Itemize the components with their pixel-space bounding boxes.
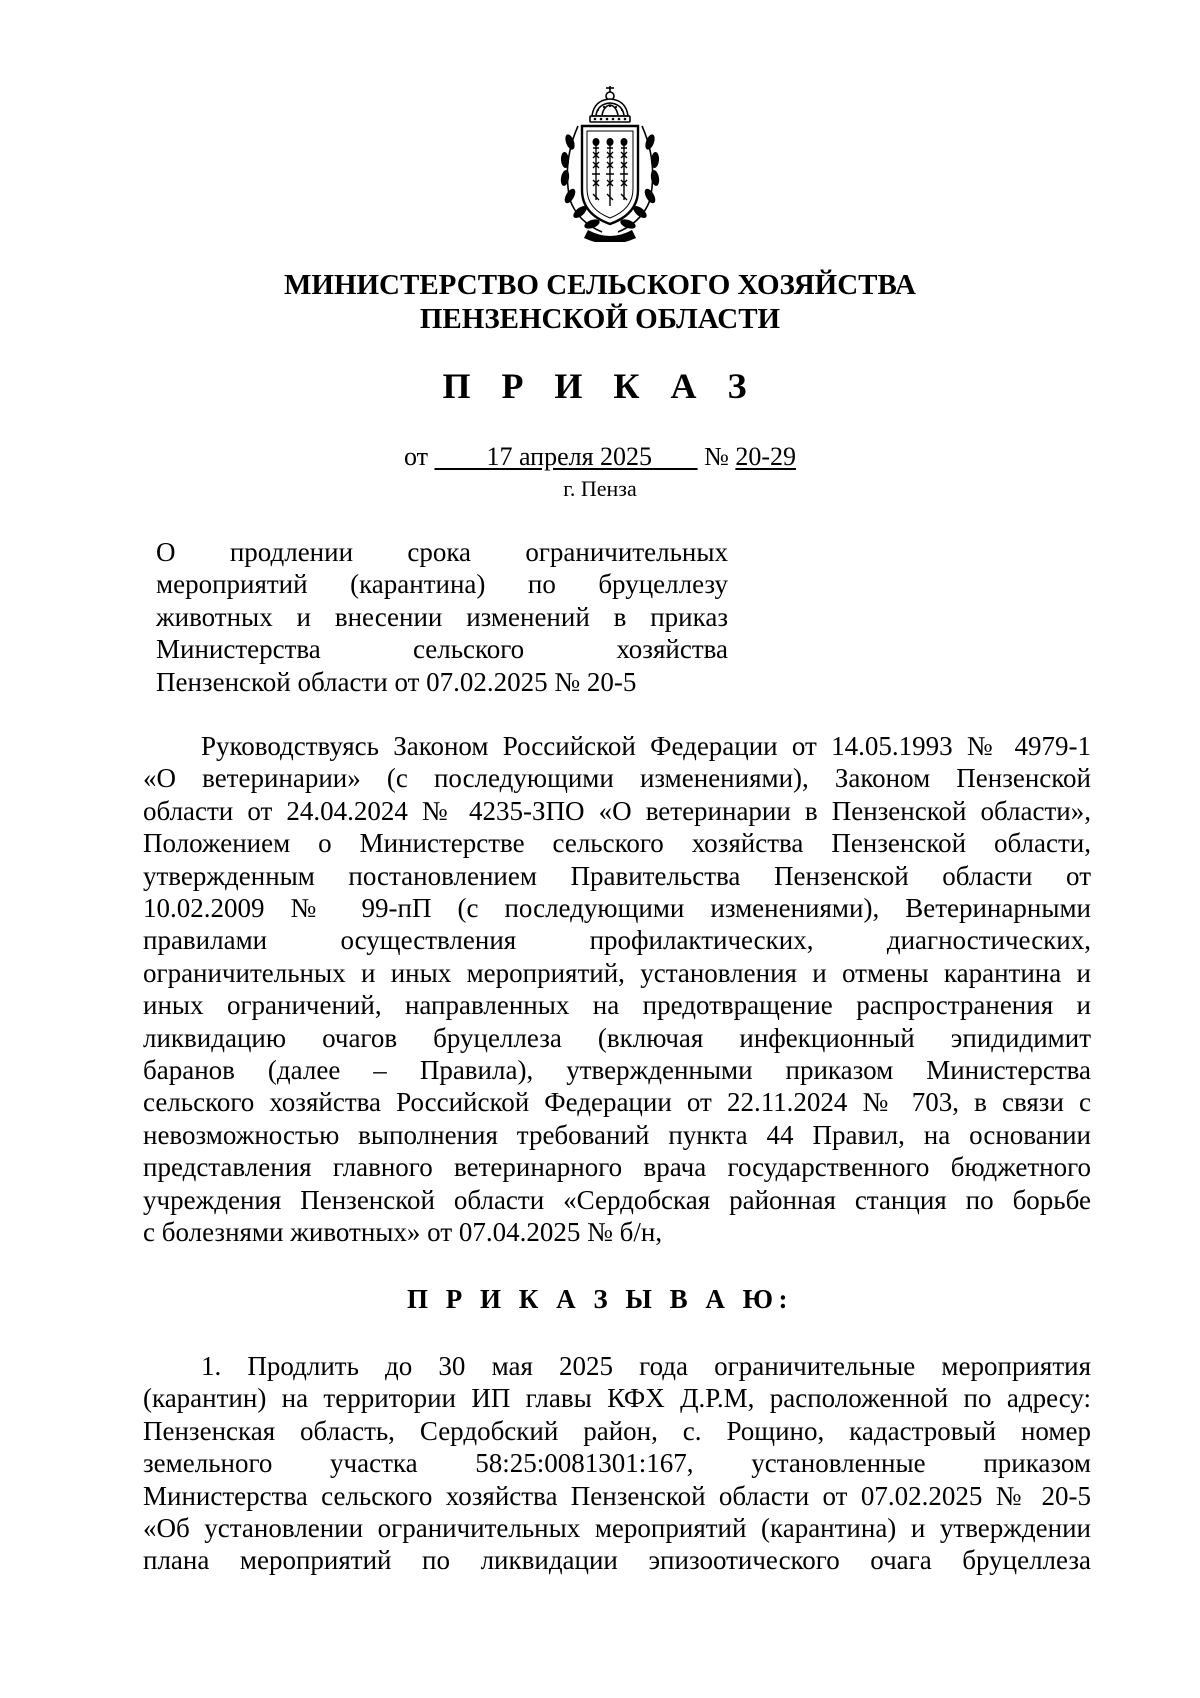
preamble-paragraph <box>143 730 1091 1249</box>
clause-line: Пензенская область, Сердобский район, с. Рощино, кадастровый номер <box>143 1415 1091 1446</box>
preamble-line: правилами осуществления профилактических, диагностических, <box>143 925 1091 956</box>
preamble-line: 10.02.2009 № 99-пП (с последующими изменениями), Ветеринарными <box>143 893 1091 924</box>
clause-line: (карантин) на территории ИП главы КФХ Д.Р.М, расположенной по адресу: <box>143 1383 1091 1414</box>
preamble-line: представления главного ветеринарного врача государственного бюджетного <box>143 1152 1091 1183</box>
preamble-line: баранов (далее – Правила), утвержденными приказом Министерства <box>143 1055 1091 1086</box>
preamble-line: Руководствуясь Законом Российской Федерации от 14.05.1993 № 4979-1 <box>201 731 1091 761</box>
preamble-line: учреждения Пензенской области «Сердобская районная станция по борьбе <box>143 1184 1091 1215</box>
number-prefix: № <box>704 442 729 471</box>
orders-heading: П Р И К А З Ы В А Ю: <box>407 1284 793 1314</box>
date-prefix: от <box>403 442 428 471</box>
subject-line: Пензенской области от 07.02.2025 № 20-5 <box>156 666 637 697</box>
subject-line: животных и внесении изменений в приказ <box>156 601 728 632</box>
clause-line: Министерства сельского хозяйства Пензенской области от 07.02.2025 № 20-5 <box>143 1480 1091 1511</box>
clause-line: плана мероприятий по ликвидации эпизоотического очага бруцеллеза <box>143 1545 1091 1576</box>
coat-of-arms-emblem <box>548 82 672 242</box>
preamble-line: утвержденным постановлением Правительства Пензенской области от <box>143 860 1091 891</box>
document-type-title: П Р И К А З <box>442 366 758 406</box>
clause-line: 1. Продлить до 30 мая 2025 года ограничительные мероприятия <box>201 1351 1091 1381</box>
preamble-line: ограничительных и иных мероприятий, установления и отмены карантина и <box>143 957 1091 988</box>
subject-line: Министерства сельского хозяйства <box>156 634 728 665</box>
order-subject <box>156 536 728 698</box>
subject-line: О продлении срока ограничительных <box>156 537 728 567</box>
subject-line: мероприятий (карантина) по бруцеллезу <box>156 569 728 600</box>
preamble-line: сельского хозяйства Российской Федерации от 22.11.2024 № 703, в связи с <box>143 1087 1091 1118</box>
date-number-line <box>0 442 1200 472</box>
ministry-name-line2: ПЕНЗЕНСКОЙ ОБЛАСТИ <box>419 303 781 335</box>
clause-line: «Об установлении ограничительных мероприятий (карантина) и утверждении <box>143 1513 1091 1544</box>
preamble-line: ликвидацию очагов бруцеллеза (включая инфекционный эпидидимит <box>143 1022 1091 1053</box>
preamble-line: области от 24.04.2024 № 4235-ЗПО «О ветеринарии в Пензенской области», <box>143 795 1091 826</box>
preamble-line: невозможностью выполнения требований пункта 44 Правил, на основании <box>143 1119 1091 1150</box>
preamble-line: Положением о Министерстве сельского хозяйства Пензенской области, <box>143 828 1091 859</box>
order-number: 20-29 <box>735 442 797 471</box>
ministry-name-line1: МИНИСТЕРСТВО СЕЛЬСКОГО ХОЗЯЙСТВА <box>284 269 916 301</box>
preamble-line: с болезнями животных» от 07.04.2025 № б/н, <box>143 1217 663 1248</box>
city: г. Пенза <box>563 476 637 501</box>
clause-line: земельного участка 58:25:0081301:167, установленные приказом <box>143 1448 1091 1479</box>
order-clause-1 <box>143 1350 1091 1577</box>
order-date: 17 апреля 2025 <box>486 442 653 471</box>
preamble-line: иных ограничений, направленных на предотвращение распространения и <box>143 990 1091 1021</box>
preamble-line: «О ветеринарии» (с последующими изменениями), Законом Пензенской <box>143 763 1091 794</box>
